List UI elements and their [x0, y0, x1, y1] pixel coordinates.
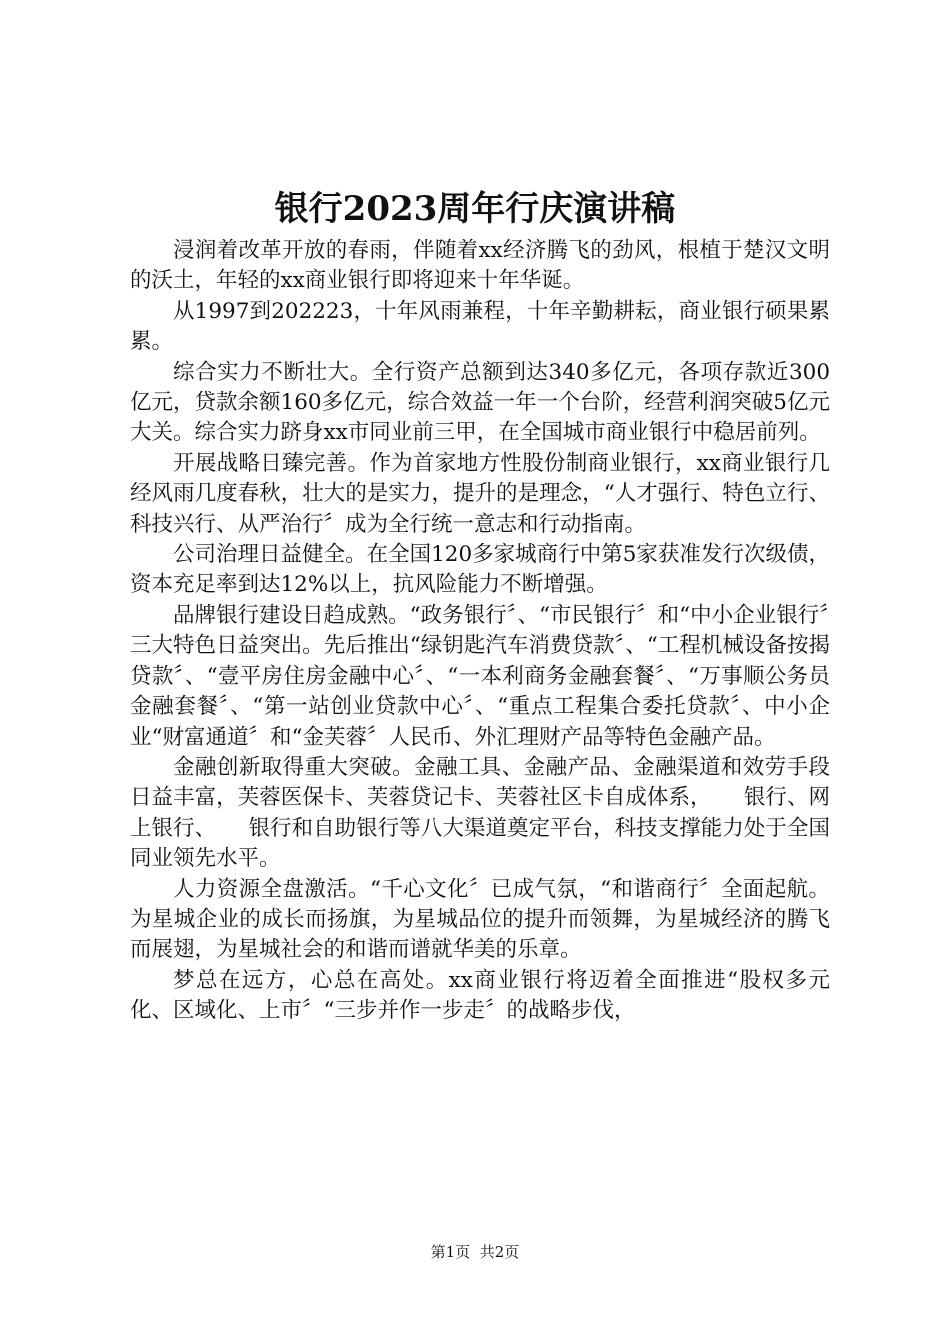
- footer-separator: [470, 1243, 480, 1261]
- paragraph: 金融创新取得重大突破。金融工具、金融产品、金融渠道和效劳手段日益丰富，芙蓉医保卡、芙蓉贷记卡、芙蓉社区卡自成体系， 银行、网上银行、 银行和自助银行等八大渠道奠定平台，科技支撑能力处于全国同业领先水平。: [130, 754, 830, 872]
- paragraph: 综合实力不断壮大。全行资产总额到达340多亿元，各项存款近300亿元，贷款余额160多亿元，综合效益一年一个台阶，经营利润突破5亿元大关。综合实力跻身xx市同业前三甲，在全国城市商业银行中稳居前列。: [130, 359, 830, 446]
- page-footer: [0, 1241, 950, 1263]
- paragraph: 梦总在远方，心总在高处。xx商业银行将迈着全面推进“股权多元化、区域化、上市〞“三步并作一步走〞的战略步伐，: [130, 967, 830, 1024]
- document-title: 银行2023周年行庆演讲稿: [274, 189, 676, 229]
- paragraph: 人力资源全盘激活。“千心文化〞已成气氛，“和谐商行〞全面起航。为星城企业的成长而扬旗，为星城品位的提升而领舞，为星城经济的腾飞而展翅，为星城社会的和谐而谱就华美的乐章。: [130, 876, 830, 963]
- paragraph: 开展战略日臻完善。作为首家地方性股份制商业银行，xx商业银行几经风雨几度春秋，壮大的是实力，提升的是理念，“人才强行、特色立行、科技兴行、从严治行〞成为全行统一意志和行动指南。: [130, 450, 830, 537]
- page-total: 共2页: [479, 1243, 520, 1261]
- document-body: [130, 236, 830, 1027]
- paragraph: 从1997到202223，十年风雨兼程，十年辛勤耕耘，商业银行硕果累累。: [130, 298, 830, 355]
- paragraph: 浸润着改革开放的春雨，伴随着xx经济腾飞的劲风，根植于楚汉文明的沃土，年轻的xx商业银行即将迎来十年华诞。: [130, 238, 830, 294]
- page-number: 第1页: [430, 1243, 471, 1261]
- paragraph: 公司治理日益健全。在全国120多家城商行中第5家获准发行次级债，资本充足率到达12%以上，抗风险能力不断增强。: [130, 542, 830, 598]
- paragraph: 品牌银行建设日趋成熟。“政务银行〞、“市民银行〞和“中小企业银行〞三大特色日益突出。先后推出“绿钥匙汽车消费贷款〞、“工程机械设备按揭贷款〞、“壹平房住房金融中心〞、“一本利商务金融套餐〞、“万事顺公务员金融套餐〞、“第一站创业贷款中心〞、“重点工程集合委托贷款〞、中小企业“财富通道〞和“金芙蓉〞人民币、外汇理财产品等特色金融产品。: [130, 602, 830, 750]
